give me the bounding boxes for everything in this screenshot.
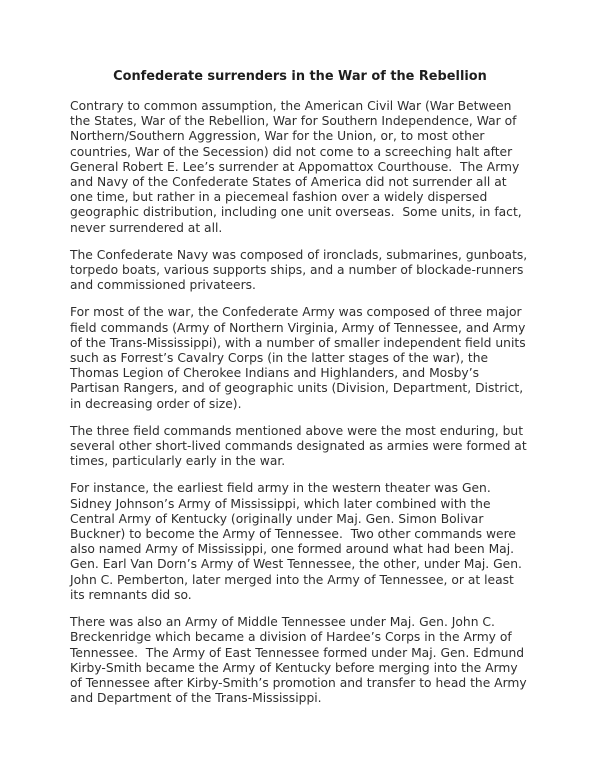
paragraph: Contrary to common assumption, the American Civil War (War Between the States, War of the Rebellion, War for Southern Independence, War of Northern/Southern Aggression, War for the Union, or, to most other countries, War of the Secession) did not come to a screeching halt after General Robert E. Lee’s surrender at Appomattox Courthouse. The Army and Navy of the Confederate States of America did not surrender all at one time, but rather in a piecemeal fashion over a widely dispersed geographic distribution, including one unit overseas. Some units, in fact, never surrendered at all. (70, 99, 526, 235)
paragraph: For most of the war, the Confederate Army was composed of three major field commands (Army of Northern Virginia, Army of Tennessee, and Army of the Trans-Mississippi), with a number of smaller independent field units such as Forrest’s Cavalry Corps (in the latter stages of the war), the Thomas Legion of Cherokee Indians and Highlanders, and Mosby’s Partisan Rangers, and of geographic units (Division, Department, District, in decreasing order of size). (70, 305, 530, 411)
paragraph: For instance, the earliest field army in the western theater was Gen. Sidney Johnson’s Army of Mississippi, which later combined with the Central Army of Kentucky (originally under Maj. Gen. Simon Bolivar Buckner) to become the Army of Tennessee. Two other commands were also named Army of Mississippi, one formed around what had been Maj. Gen. Earl Van Dorn’s Army of West Tennessee, the other, under Maj. Gen. John C. Pemberton, later merged into the Army of Tennessee, or at least its remnants did so. (70, 481, 526, 602)
paragraph: The Confederate Navy was composed of ironclads, submarines, gunboats, torpedo boats, various supports ships, and a number of blockade-runners and commissioned privateers. (70, 247, 532, 293)
paragraph: The three field commands mentioned above were the most enduring, but several other short-lived commands designated as armies were formed at times, particularly early in the war. (70, 423, 531, 469)
document-title: Confederate surrenders in the War of the Rebellion (113, 69, 487, 84)
paragraph: There was also an Army of Middle Tennessee under Maj. Gen. John C. Breckenridge which became a division of Hardee’s Corps in the Army of Tennessee. The Army of East Tennessee formed under Maj. Gen. Edmund Kirby-Smith became the Army of Kentucky before merging into the Army of Tennessee after Kirby-Smith’s promotion and transfer to head the Army and Department of the Trans-Mississippi. (70, 615, 531, 706)
